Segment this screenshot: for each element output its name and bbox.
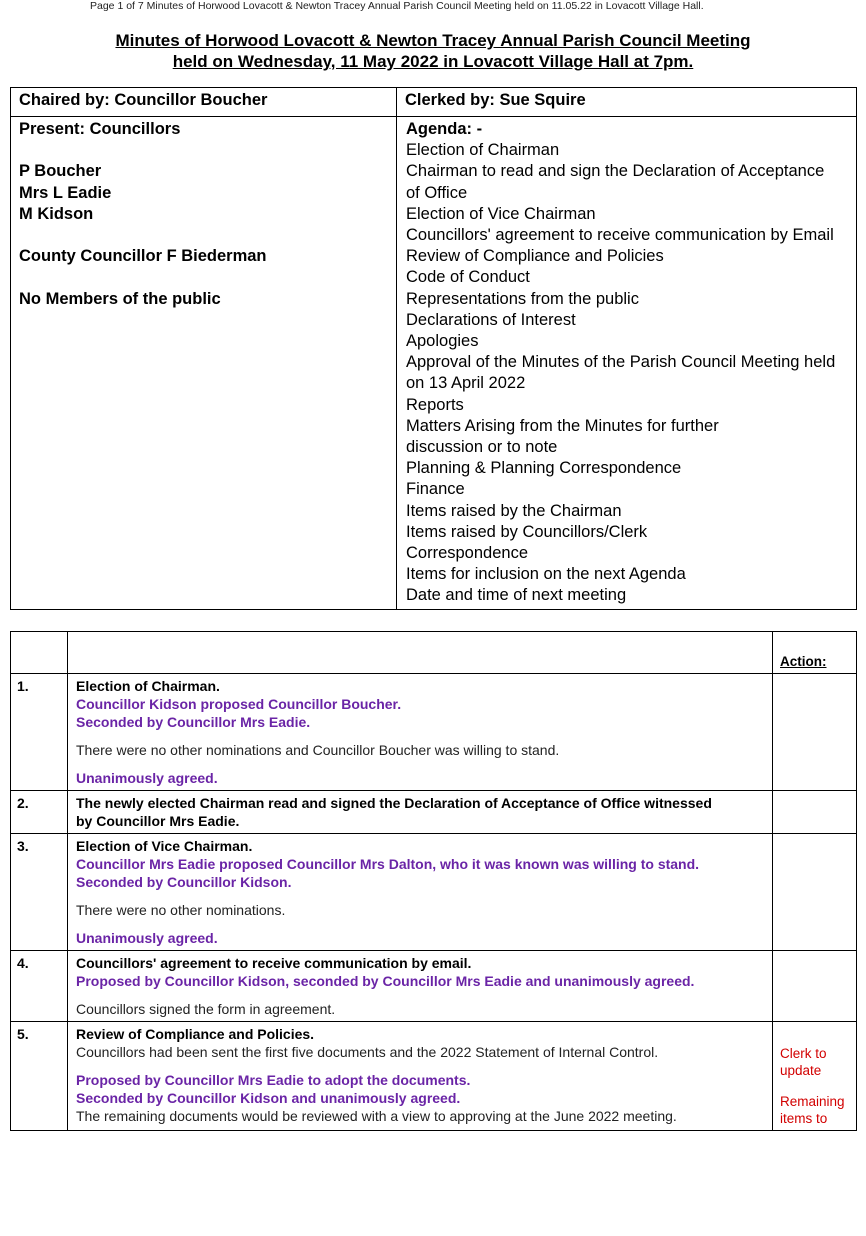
action-heading: Action: xyxy=(773,632,857,674)
agenda-item: Items for inclusion on the next Agenda xyxy=(406,565,686,584)
agenda-item: Date and time of next meeting xyxy=(406,586,627,605)
minute-title: Election of Vice Chairman. xyxy=(76,838,253,854)
minute-number: 4. xyxy=(11,951,68,1022)
minute-note: Councillors signed the form in agreement. xyxy=(76,1001,336,1017)
minute-number: 2. xyxy=(11,791,68,834)
motion-text: Seconded by Councillor Mrs Eadie. xyxy=(76,714,311,730)
agenda-item: Items raised by the Chairman xyxy=(406,501,622,520)
agenda-item: Election of Vice Chairman xyxy=(406,204,596,223)
minute-body xyxy=(68,951,773,1022)
minute-body xyxy=(68,791,773,834)
meeting-info-table xyxy=(10,87,857,610)
present-heading: Present: Councillors xyxy=(19,120,181,138)
action-cell xyxy=(773,674,857,791)
agenda-item: Representations from the public xyxy=(406,289,639,308)
clerked-by: Clerked by: Sue Squire xyxy=(397,88,857,117)
action-cell xyxy=(773,791,857,834)
councillor-name: Mrs L Eadie xyxy=(19,183,112,202)
action-cell xyxy=(773,834,857,951)
header-body-cell xyxy=(68,632,773,674)
agenda-cell xyxy=(397,117,857,610)
minute-body xyxy=(68,1022,773,1131)
agenda-item: Items raised by Councillors/Clerk xyxy=(406,522,648,541)
minute-title: Review of Compliance and Policies. xyxy=(76,1026,315,1042)
minute-title: Election of Chairman. xyxy=(76,678,220,694)
minute-row xyxy=(11,1022,857,1131)
page-title xyxy=(0,30,866,72)
agenda-item: Councillors' agreement to receive communication by Email xyxy=(406,226,834,245)
agenda-item: Approval of the Minutes of the Parish Council Meeting held on 13 April 2022 xyxy=(406,353,836,393)
agenda-item: Correspondence xyxy=(406,544,528,563)
motion-text: Seconded by Councillor Kidson and unanimously agreed. xyxy=(76,1090,461,1106)
motion-text: Proposed by Councillor Mrs Eadie to adopt the documents. xyxy=(76,1072,471,1088)
minute-number: 1. xyxy=(11,674,68,791)
minute-note: The remaining documents would be reviewed with a view to approving at the June 2022 meeting. xyxy=(76,1108,677,1124)
chaired-by: Chaired by: Councillor Boucher xyxy=(11,88,397,117)
agenda-item: Apologies xyxy=(406,332,479,351)
agenda-item: Finance xyxy=(406,480,465,499)
agenda-item: Planning & Planning Correspondence xyxy=(406,459,682,478)
motion-text: Councillor Mrs Eadie proposed Councillor Mrs Dalton, who it was known was willing to stand. xyxy=(76,856,700,872)
agenda-item: Matters Arising from the Minutes for further discussion or to note xyxy=(406,416,719,457)
minute-row xyxy=(11,674,857,791)
motion-text: Councillor Kidson proposed Councillor Boucher. xyxy=(76,696,402,712)
resolution: Unanimously agreed. xyxy=(76,770,218,786)
minutes-table xyxy=(10,631,857,1131)
minute-title: The newly elected Chairman read and signed the Declaration of Acceptance of Office witnessed by Councillor Mrs Eadie. xyxy=(76,795,712,829)
header-num-cell xyxy=(11,632,68,674)
agenda-heading: Agenda: - xyxy=(406,120,483,138)
minute-row xyxy=(11,791,857,834)
minute-note: There were no other nominations. xyxy=(76,902,286,918)
minute-body xyxy=(68,674,773,791)
action-cell xyxy=(773,1022,857,1131)
councillor-name: P Boucher xyxy=(19,162,102,181)
minute-row xyxy=(11,951,857,1022)
action-note: Remaining items to xyxy=(780,1094,845,1126)
agenda-item: Election of Chairman xyxy=(406,141,560,160)
present-cell xyxy=(11,117,397,610)
title-line-2: held on Wednesday, 11 May 2022 in Lovacott Village Hall at 7pm. xyxy=(172,52,694,71)
action-cell xyxy=(773,951,857,1022)
minute-number: 3. xyxy=(11,834,68,951)
agenda-item: Declarations of Interest xyxy=(406,310,576,329)
motion-text: Proposed by Councillor Kidson, seconded by Councillor Mrs Eadie and unanimously agreed. xyxy=(76,973,695,989)
action-note: Clerk to update xyxy=(780,1046,827,1078)
motion-text: Seconded by Councillor Kidson. xyxy=(76,874,292,890)
title-line-1: Minutes of Horwood Lovacott & Newton Tracey Annual Parish Council Meeting xyxy=(115,31,751,50)
minute-body xyxy=(68,834,773,951)
minute-number: 5. xyxy=(11,1022,68,1131)
councillor-name: M Kidson xyxy=(19,204,94,223)
minute-note: Councillors had been sent the first five documents and the 2022 Statement of Internal Control. xyxy=(76,1044,659,1060)
minute-title: Councillors' agreement to receive communication by email. xyxy=(76,955,472,971)
agenda-item: Chairman to read and sign the Declaration of Acceptance of Office xyxy=(406,162,825,202)
minute-row xyxy=(11,834,857,951)
minute-note: There were no other nominations and Councillor Boucher was willing to stand. xyxy=(76,742,560,758)
page-header: Page 1 of 7 Minutes of Horwood Lovacott & Newton Tracey Annual Parish Council Meeting held on 11.05.22 in Lovacott Village Hall. xyxy=(90,0,704,12)
resolution: Unanimously agreed. xyxy=(76,930,218,946)
agenda-item: Code of Conduct xyxy=(406,268,530,287)
members-of-public: No Members of the public xyxy=(19,289,221,308)
agenda-item: Reports xyxy=(406,395,464,414)
agenda-item: Review of Compliance and Policies xyxy=(406,247,664,266)
county-councillor: County Councillor F Biederman xyxy=(19,247,267,266)
